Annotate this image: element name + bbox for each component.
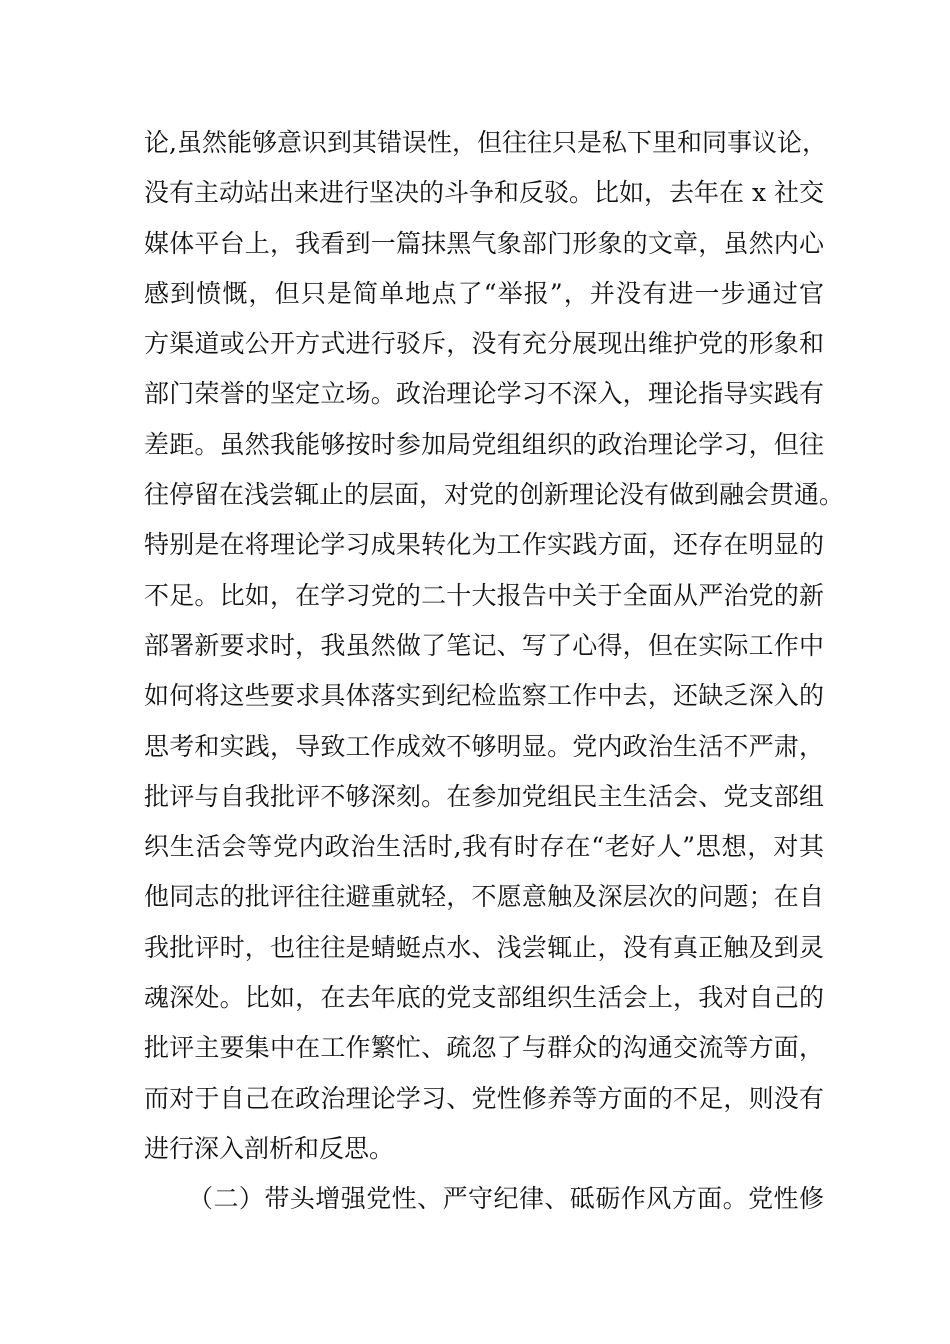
text-line: 魂深处。比如，在去年底的党支部组织生活会上，我对自己的 [144, 983, 824, 1013]
text-line: 批评与自我批评不够深刻。在参加党组民主生活会、党支部组 [144, 781, 824, 811]
text-line: 感到愤慨，但只是简单地点了“举报”，并没有进一步通过官 [144, 278, 824, 308]
text-line: 部门荣誉的坚定立场。政治理论学习不深入，理论指导实践有 [144, 379, 824, 409]
text-line: 织生活会等党内政治生活时,我有时存在“老好人”思想，对其 [144, 832, 824, 862]
text-line: 论,虽然能够意识到其错误性，但往往只是私下里和同事议论， [144, 128, 827, 157]
text-line: 媒体平台上，我看到一篇抹黑气象部门形象的文章，虽然内心 [144, 228, 824, 258]
text-line: 差距。虽然我能够按时参加局党组组织的政治理论学习，但往 [144, 429, 824, 459]
body-text [144, 118, 845, 1225]
text-line: 没有主动站出来进行坚决的斗争和反驳。比如，去年在 x 社交 [144, 178, 824, 208]
text-line: 部署新要求时，我虽然做了笔记、写了心得，但在实际工作中 [144, 630, 824, 660]
text-line: 批评主要集中在工作繁忙、疏忽了与群众的沟通交流等方面， [144, 1033, 824, 1063]
text-line: 如何将这些要求具体落实到纪检监察工作中去，还缺乏深入的 [144, 681, 824, 711]
text-line: 方渠道或公开方式进行驳斥，没有充分展现出维护党的形象和 [144, 329, 824, 359]
text-line: 进行深入剖析和反思。 [144, 1133, 395, 1163]
text-line: 我批评时，也往往是蜻蜓点水、浅尝辄止，没有真正触及到灵 [144, 932, 824, 962]
text-line: 不足。比如，在学习党的二十大报告中关于全面从严治党的新 [144, 580, 824, 610]
section-heading-line: （二）带头增强党性、严守纪律、砥砺作风方面。党性修 [188, 1184, 824, 1214]
text-line: 思考和实践，导致工作成效不够明显。党内政治生活不严肃， [144, 731, 824, 761]
text-line: 往停留在浅尝辄止的层面，对党的创新理论没有做到融会贯通。 [144, 480, 845, 510]
text-line: 特别是在将理论学习成果转化为工作实践方面，还存在明显的 [144, 530, 824, 560]
text-line: 而对于自己在政治理论学习、党性修养等方面的不足，则没有 [144, 1083, 824, 1113]
text-line: 他同志的批评往往避重就轻，不愿意触及深层次的问题；在自 [144, 882, 824, 912]
